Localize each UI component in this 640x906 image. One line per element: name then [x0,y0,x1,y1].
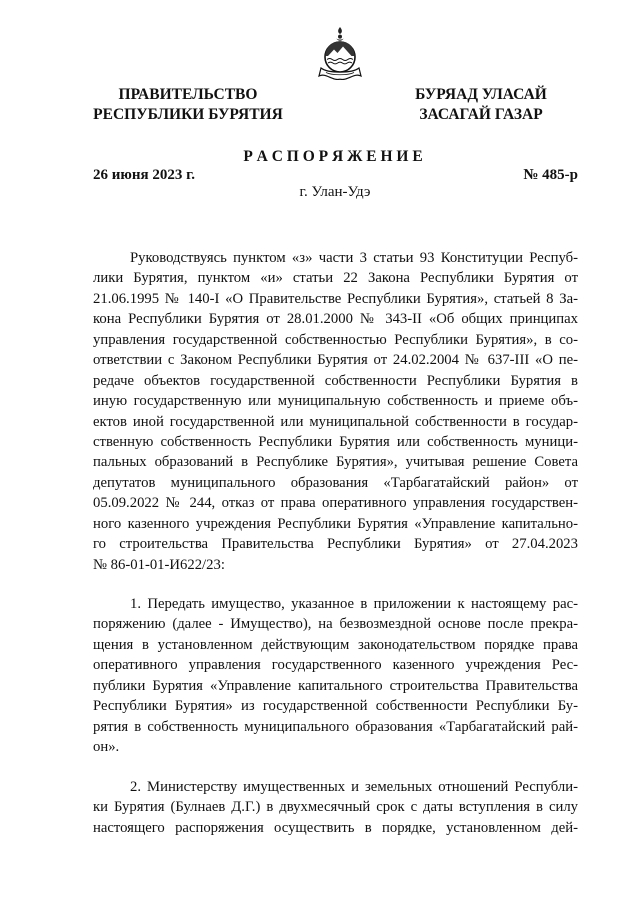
government-name-russian [88,85,288,125]
clause-2-paragraph [93,777,578,838]
clause-1-line: щения в установленном действующим законодательством порядке права [93,636,578,653]
clause-1-line: оперативного управления государственного казенного учреждения Рес- [93,657,578,674]
document-date: 26 июня 2023 г. [93,167,195,183]
government-name-line: ЗАСАГАЙ ГАЗАР [419,106,543,123]
preamble-line: ектов иной государственной или муниципальной собственности в государ- [93,413,578,430]
preamble-line: пальных образований в Республике Бурятия», учитывая решение Совета [93,454,578,471]
clause-1-line: публики Бурятия «Управление капитального строительства Правительства [93,677,578,694]
clause-1-paragraph [93,594,578,758]
government-name-line: БУРЯАД УЛАСАЙ [415,86,547,103]
government-name-buryat [381,85,581,125]
clause-2-line: 2. Министерству имущественных и земельных отношений Республи- [130,779,578,795]
clause-2-line: настоящего распоряжения осуществить в порядке, установленном дей- [93,819,578,836]
preamble-line: кона Республики Бурятия от 28.01.2000 № 343-II «Об общих принципах [93,311,578,328]
clause-1-line: поряжению (далее - Имущество), на безвозмездной основе после прекра- [93,616,578,633]
preamble-line: № 86-01-01-И622/23: [93,556,225,573]
document-title: Р А С П О Р Я Ж Е Н И Е [243,148,423,165]
preamble-line: депутатов муниципального образования «Тарбагатайский район» от [93,474,578,491]
preamble-paragraph [93,248,578,575]
coat-of-arms-icon [318,26,362,82]
preamble-line: ного казенного учреждения Республики Бурятия «Управление капитально- [93,515,578,532]
preamble-line: 21.06.1995 № 140-I «О Правительстве Республики Бурятия», статьей 8 За- [93,290,578,307]
clause-1-line: 1. Передать имущество, указанное в приложении к настоящему рас- [130,596,578,612]
government-name-line: РЕСПУБЛИКИ БУРЯТИЯ [93,106,283,123]
document-number: № 485-р [523,167,578,183]
preamble-line: ответствии с Законом Республики Бурятия от 24.02.2004 № 637-III «О пе- [93,352,578,369]
clause-1-line: Республики Бурятия» из государственной собственности Республики Бу- [93,698,578,715]
document-city: г. Улан-Удэ [299,184,371,200]
preamble-line: Руководствуясь пунктом «з» части 3 статьи 93 Конституции Респуб- [130,250,578,266]
preamble-line: лики Бурятия, пунктом «и» статьи 22 Закона Республики Бурятия от [93,270,578,287]
preamble-line: 05.09.2022 № 244, отказ от права оперативного управления государствен- [93,495,578,512]
clause-1-line: он». [93,739,120,756]
preamble-line: управления государственной собственностью Республики Бурятия», в со- [93,331,578,348]
preamble-line: го строительства Правительства Республики Бурятия» от 27.04.2023 [93,536,578,553]
preamble-line: редаче объектов государственной собственности Республики Бурятия в [93,372,578,389]
clause-1-line: рятия в собственность муниципального образования «Тарбагатайский рай- [93,718,578,735]
government-name-line: ПРАВИТЕЛЬСТВО [118,86,258,103]
preamble-line: иную государственную или муниципальную собственность и приеме объ- [93,393,578,410]
clause-2-line: ки Бурятия (Булнаев Д.Г.) в двухмесячный срок с даты вступления в силу [93,799,578,816]
preamble-line: ственную собственность Республики Бурятия или собственность муници- [93,433,578,450]
